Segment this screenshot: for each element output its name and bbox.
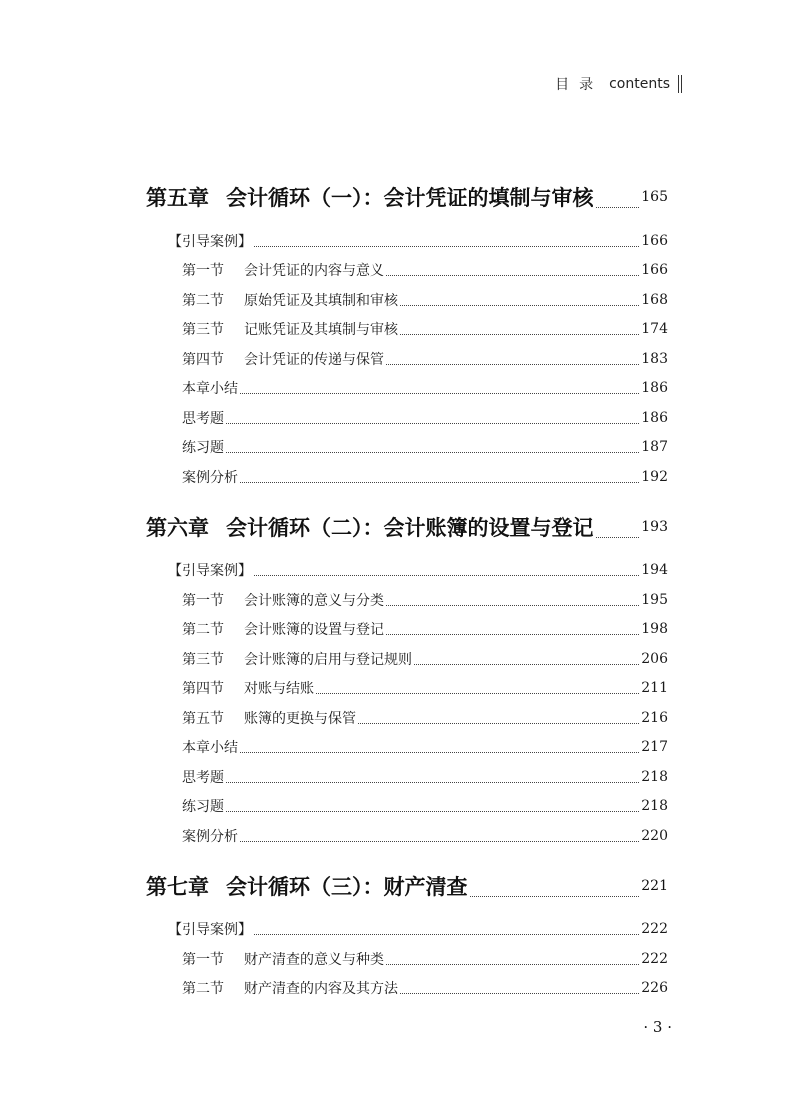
entry-page: 166 <box>641 232 668 249</box>
chapter-number: 第五章 <box>146 186 209 210</box>
toc-entry[interactable] <box>146 374 668 404</box>
entry-page: 226 <box>641 980 668 997</box>
section-number: 第二节 <box>182 622 224 639</box>
entry-page: 218 <box>641 798 668 815</box>
entry-page: 198 <box>641 621 668 638</box>
dot-leader <box>240 841 639 842</box>
toc-entry[interactable] <box>146 226 668 256</box>
dot-leader <box>386 364 639 365</box>
entry-title: 原始凭证及其填制和审核 <box>244 292 398 309</box>
running-header <box>555 74 682 94</box>
entry-title: 案例分析 <box>182 469 238 486</box>
dot-leader <box>226 782 639 783</box>
entry-page: 194 <box>641 562 668 579</box>
chapter-page: 193 <box>641 518 668 535</box>
section-entry[interactable] <box>146 944 668 974</box>
section-entry[interactable] <box>146 285 668 315</box>
entry-page: 183 <box>641 350 668 367</box>
section-number: 第二节 <box>182 292 224 309</box>
toc-entry[interactable] <box>146 433 668 463</box>
entry-title: 会计账簿的意义与分类 <box>244 592 384 609</box>
entry-title: 练习题 <box>182 799 224 816</box>
entry-page: 187 <box>641 439 668 456</box>
entry-title: 思考题 <box>182 769 224 786</box>
chapter-title: 会计循环（二）：会计账簿的设置与登记 <box>226 515 594 540</box>
dot-leader <box>254 934 639 935</box>
dot-leader <box>400 305 639 306</box>
toc-entry[interactable] <box>146 821 668 851</box>
dot-leader <box>470 896 640 897</box>
entry-title: 练习题 <box>182 440 224 457</box>
chapter-page: 165 <box>641 189 668 205</box>
entry-page: 211 <box>641 680 668 697</box>
dot-leader <box>400 993 639 994</box>
entry-title: 记账凭证及其填制与审核 <box>244 322 398 339</box>
section-number: 第三节 <box>182 651 224 668</box>
header-label-zh: 目录 <box>555 77 604 93</box>
dot-leader <box>386 605 639 606</box>
toc-entry[interactable] <box>146 762 668 792</box>
section-entry[interactable] <box>146 674 668 704</box>
dot-leader <box>358 723 639 724</box>
dot-leader <box>226 811 639 812</box>
chapter-number: 第六章 <box>146 515 209 540</box>
section-number: 第一节 <box>182 951 224 968</box>
dot-leader <box>596 537 640 538</box>
chapter-heading[interactable] <box>146 498 668 556</box>
section-entry[interactable] <box>146 344 668 374</box>
entry-page: 217 <box>641 739 668 756</box>
dot-leader <box>400 334 639 335</box>
entry-page: 222 <box>641 950 668 967</box>
entry-page: 166 <box>641 262 668 279</box>
entry-title: 会计凭证的内容与意义 <box>244 263 384 280</box>
dot-leader <box>240 482 639 483</box>
lead-case-label: 【引导案例】 <box>168 563 252 580</box>
section-number: 第一节 <box>182 592 224 609</box>
chapter-title: 会计循环（三）：财产清查 <box>226 874 468 899</box>
header-bar-icon <box>678 75 682 93</box>
dot-leader <box>240 752 639 753</box>
section-entry[interactable] <box>146 703 668 733</box>
entry-page: 195 <box>641 591 668 608</box>
toc-entry[interactable] <box>146 462 668 492</box>
section-entry[interactable] <box>146 615 668 645</box>
section-entry[interactable] <box>146 256 668 286</box>
dot-leader <box>254 246 639 247</box>
dot-leader <box>414 664 639 665</box>
dot-leader <box>226 423 639 424</box>
page-number: · 3 · <box>643 1018 672 1036</box>
section-number: 第五节 <box>182 710 224 727</box>
section-entry[interactable] <box>146 974 668 1004</box>
dot-leader <box>386 964 639 965</box>
section-number: 第三节 <box>182 322 224 339</box>
lead-case-label: 【引导案例】 <box>168 922 252 939</box>
toc-entry[interactable] <box>146 403 668 433</box>
entry-title: 会计凭证的传递与保管 <box>244 351 384 368</box>
toc-entry[interactable] <box>146 915 668 945</box>
entry-title: 思考题 <box>182 410 224 427</box>
entry-page: 216 <box>641 709 668 726</box>
dot-leader <box>226 452 639 453</box>
entry-page: 218 <box>641 768 668 785</box>
entry-page: 186 <box>641 380 668 397</box>
entry-page: 222 <box>641 921 668 938</box>
entry-title: 本章小结 <box>182 740 238 757</box>
entry-page: 168 <box>641 291 668 308</box>
dot-leader <box>386 634 639 635</box>
toc-entry[interactable] <box>146 733 668 763</box>
entry-title: 财产清查的意义与种类 <box>244 951 384 968</box>
dot-leader <box>316 693 639 694</box>
dot-leader <box>240 393 639 394</box>
chapter-page: 221 <box>641 877 668 894</box>
section-entry[interactable] <box>146 315 668 345</box>
dot-leader <box>386 275 639 276</box>
dot-leader <box>254 575 639 576</box>
entry-title: 对账与结账 <box>244 681 314 698</box>
chapter-number: 第七章 <box>146 874 209 899</box>
entry-page: 220 <box>641 827 668 844</box>
section-number: 第二节 <box>182 981 224 998</box>
chapter-heading[interactable] <box>146 168 668 226</box>
lead-case-label: 【引导案例】 <box>168 233 252 250</box>
entry-title: 本章小结 <box>182 381 238 398</box>
section-entry[interactable] <box>146 585 668 615</box>
entry-page: 192 <box>641 468 668 485</box>
section-number: 第四节 <box>182 351 224 368</box>
entry-title: 会计账簿的设置与登记 <box>244 622 384 639</box>
entry-title: 账簿的更换与保管 <box>244 710 356 727</box>
entry-title: 案例分析 <box>182 828 238 845</box>
dot-leader <box>596 207 640 208</box>
entry-page: 174 <box>641 321 668 338</box>
entry-title: 财产清查的内容及其方法 <box>244 981 398 998</box>
section-number: 第四节 <box>182 681 224 698</box>
entry-page: 186 <box>641 409 668 426</box>
toc-entry[interactable] <box>146 556 668 586</box>
section-number: 第一节 <box>182 263 224 280</box>
entry-page: 206 <box>641 650 668 667</box>
toc-entry[interactable] <box>146 792 668 822</box>
section-entry[interactable] <box>146 644 668 674</box>
table-of-contents <box>146 168 668 1003</box>
entry-title: 会计账簿的启用与登记规则 <box>244 651 412 668</box>
chapter-heading[interactable] <box>146 857 668 915</box>
chapter-title: 会计循环（一）：会计凭证的填制与审核 <box>226 186 594 210</box>
header-label-en: contents <box>609 76 670 92</box>
